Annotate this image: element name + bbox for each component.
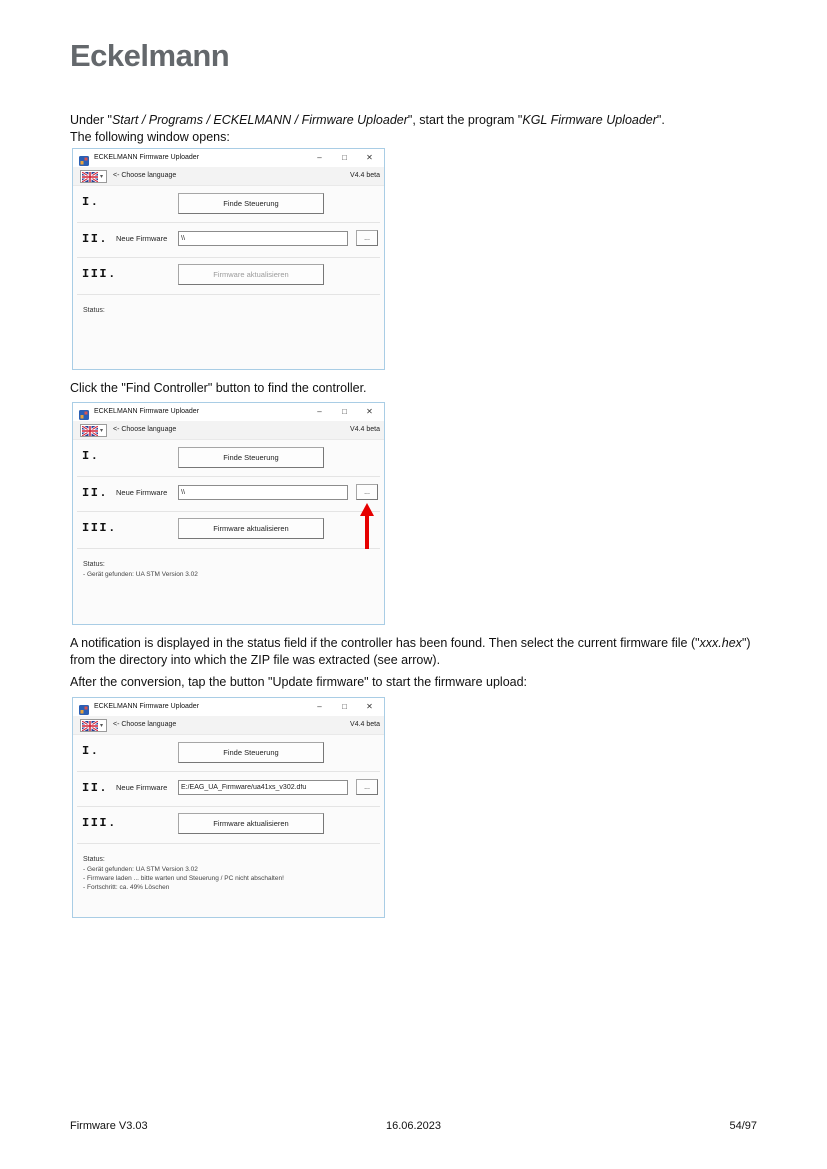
language-bar (73, 421, 384, 440)
program-path-text: Start / Programs / ECKELMANN / Firmware Uploader (111, 113, 408, 127)
eckelmann-logo: Eckelmann (70, 38, 230, 73)
window-controls (307, 403, 382, 421)
step-2-label: II. (82, 232, 109, 246)
language-bar (73, 167, 384, 186)
maximize-icon[interactable]: □ (342, 407, 347, 416)
version-label: V4.4 beta (350, 426, 380, 433)
close-icon[interactable]: ✕ (366, 153, 373, 162)
status-label: Status: (83, 561, 105, 568)
notification-post: ") from the directory into which the ZIP file was extracted (see arrow). (70, 636, 751, 667)
browse-button[interactable]: ... (356, 484, 378, 500)
status-label: Status: (83, 856, 105, 863)
update-firmware-button[interactable]: Firmware aktualisieren (178, 518, 324, 539)
screenshot-firmware-uploader-found (72, 402, 385, 625)
step-1-label: I. (82, 449, 100, 463)
step-3-label: III. (82, 521, 117, 535)
app-icon (79, 702, 89, 712)
intro-post: ". (656, 113, 665, 127)
minimize-icon[interactable]: – (317, 407, 322, 416)
new-firmware-label: Neue Firmware (116, 234, 168, 243)
uk-flag-icon (82, 426, 98, 436)
window-controls (307, 698, 382, 716)
intro-mid: ", start the program " (407, 113, 523, 127)
minimize-icon[interactable]: – (317, 702, 322, 711)
version-label: V4.4 beta (350, 172, 380, 179)
divider (77, 806, 380, 807)
notification-pre: A notification is displayed in the status field if the controller has been found. Then select the current firmware file (" (70, 636, 700, 650)
update-firmware-button[interactable]: Firmware aktualisieren (178, 264, 324, 285)
choose-language-label: <- Choose language (113, 426, 177, 433)
status-line: - Fortschritt: ca. 49% Löschen (83, 884, 170, 891)
language-flag-dropdown[interactable] (80, 719, 107, 732)
arrow-shaft (365, 515, 369, 549)
window-title: ECKELMANN Firmware Uploader (94, 408, 200, 415)
chevron-down-icon: ▾ (100, 428, 104, 434)
status-label: Status: (83, 307, 105, 314)
divider (77, 476, 380, 477)
divider (77, 222, 380, 223)
close-icon[interactable]: ✕ (366, 702, 373, 711)
window-titlebar[interactable] (73, 149, 384, 167)
intro-paragraph (70, 112, 770, 146)
window-title: ECKELMANN Firmware Uploader (94, 703, 200, 710)
find-controller-button[interactable]: Finde Steuerung (178, 447, 324, 468)
new-firmware-label: Neue Firmware (116, 783, 168, 792)
screenshot-firmware-uploader-uploading (72, 697, 385, 918)
find-controller-button[interactable]: Finde Steuerung (178, 193, 324, 214)
divider (77, 771, 380, 772)
find-controller-caption: Click the "Find Controller" button to find the controller. (70, 381, 367, 395)
minimize-icon[interactable]: – (317, 153, 322, 162)
program-name-text: KGL Firmware Uploader (522, 113, 657, 127)
divider (77, 511, 380, 512)
step-1-label: I. (82, 744, 100, 758)
choose-language-label: <- Choose language (113, 721, 177, 728)
status-line: - Gerät gefunden: UA STM Version 3.02 (83, 866, 198, 873)
window-controls (307, 149, 382, 167)
version-label: V4.4 beta (350, 721, 380, 728)
choose-language-label: <- Choose language (113, 172, 177, 179)
update-firmware-caption: After the conversion, tap the button "Update firmware" to start the firmware upload: (70, 675, 528, 689)
firmware-file-text: xxx.hex (699, 636, 742, 650)
window-titlebar[interactable] (73, 403, 384, 421)
language-flag-dropdown[interactable] (80, 424, 107, 437)
divider (77, 843, 380, 844)
step-1-label: I. (82, 195, 100, 209)
screenshot-firmware-uploader-initial (72, 148, 385, 370)
app-icon (79, 407, 89, 417)
browse-button[interactable]: ... (356, 779, 378, 795)
firmware-path-input[interactable] (178, 485, 348, 500)
chevron-down-icon: ▾ (100, 174, 104, 180)
browse-button[interactable]: ... (356, 230, 378, 246)
uk-flag-icon (82, 172, 98, 182)
window-title: ECKELMANN Firmware Uploader (94, 154, 200, 161)
footer-page-number: 54/97 (729, 1120, 757, 1132)
update-firmware-button[interactable]: Firmware aktualisieren (178, 813, 324, 834)
divider (77, 294, 380, 295)
intro-line1 (70, 112, 770, 129)
step-3-label: III. (82, 816, 117, 830)
firmware-path-input[interactable] (178, 231, 348, 246)
maximize-icon[interactable]: □ (342, 153, 347, 162)
step-2-label: II. (82, 486, 109, 500)
status-line: - Firmware laden ... bitte warten und Steuerung / PC nicht abschalten! (83, 875, 284, 882)
find-controller-button[interactable]: Finde Steuerung (178, 742, 324, 763)
page-footer (70, 1120, 757, 1136)
intro-pre: Under " (70, 113, 112, 127)
divider (77, 257, 380, 258)
window-titlebar[interactable] (73, 698, 384, 716)
status-line: - Gerät gefunden: UA STM Version 3.02 (83, 571, 198, 578)
maximize-icon[interactable]: □ (342, 702, 347, 711)
notification-paragraph (70, 635, 776, 669)
language-bar (73, 716, 384, 735)
step-3-label: III. (82, 267, 117, 281)
uk-flag-icon (82, 721, 98, 731)
language-flag-dropdown[interactable] (80, 170, 107, 183)
firmware-path-input[interactable] (178, 780, 348, 795)
new-firmware-label: Neue Firmware (116, 488, 168, 497)
footer-version: Firmware V3.03 (70, 1120, 148, 1132)
footer-date: 16.06.2023 (385, 1120, 442, 1132)
step-2-label: II. (82, 781, 109, 795)
divider (77, 548, 380, 549)
chevron-down-icon: ▾ (100, 723, 104, 729)
app-icon (79, 153, 89, 163)
intro-line2: The following window opens: (70, 130, 230, 144)
close-icon[interactable]: ✕ (366, 407, 373, 416)
